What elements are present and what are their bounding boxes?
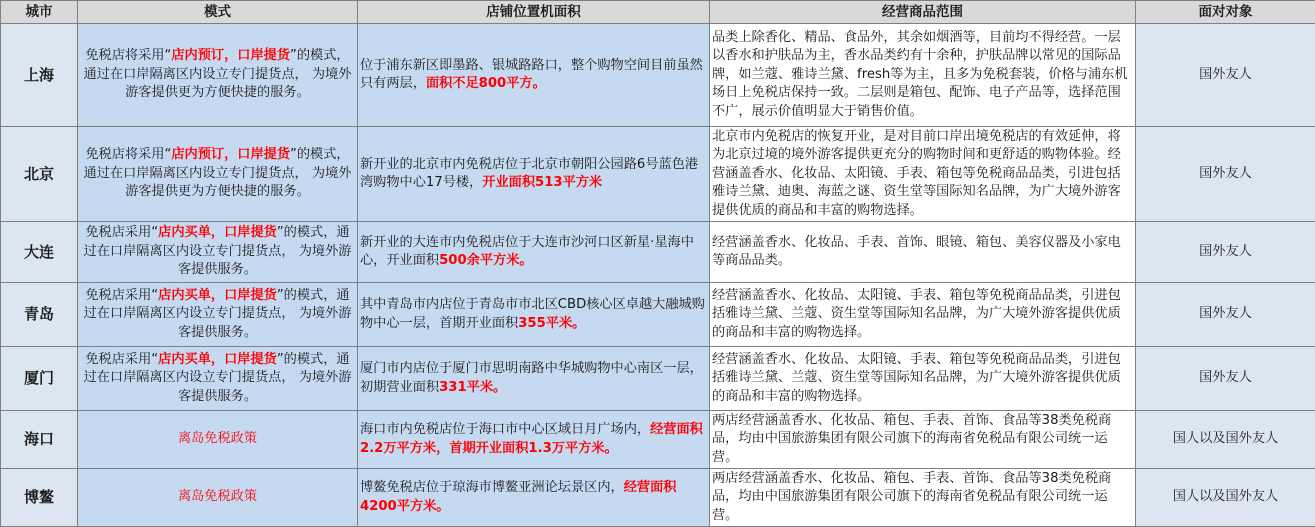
mode-highlight: 店内买单，口岸提货 [158,287,277,303]
store-text: 新开业的北京市内免税店位于北京市朝阳公园路6号蓝色港湾购物中心17号楼， [360,156,699,190]
header-goods: 经营商品范围 [710,1,1136,24]
header-row [1,1,1315,24]
store-text: 博鳌免税店位于琼海市博鳌亚洲论坛景区内， [360,480,624,495]
table-row [1,347,1315,411]
goods-cell: 经营涵盖香水、化妆品、太阳镜、手表、箱包等免税商品品类，引进包括雅诗兰黛、兰蔻、资生堂等国际知名品牌，为广大境外游客提供优质的商品和丰富的购物选择。 [710,347,1136,411]
store-cell [358,347,710,411]
city-cell: 上海 [1,24,78,127]
mode-highlight: 店内预订，口岸提货 [171,48,291,64]
store-cell [358,222,710,283]
mode-text: ”的模式，通过在口岸隔离区内设立专门提货点， 为境外游客提供更为方便快捷的服务。 [83,147,352,200]
goods-cell: 北京市内免税店的恢复开业，是对目前口岸出境免税店的有效延伸，将为北京过境的境外游客提供更充分的购物时间和更舒适的购物体验。经营涵盖香水、化妆品、太阳镜、手表、箱包等免税商品品类，引进包括雅诗兰黛、迪奥、海蓝之谜、资生堂等国际知名品牌，为广大境外游客提供优质的商品和丰富的购物选择。 [710,127,1136,222]
store-cell [358,127,710,222]
mode-text: 免税店采用“ [85,351,159,367]
mode-text: ”的模式，通过在口岸隔离区内设立专门提货点， 为境外游客提供服务。 [83,287,352,340]
mode-text: ”的模式，通过在口岸隔离区内设立专门提货点， 为境外游客提供更为方便快捷的服务。 [83,48,352,101]
mode-cell [78,347,358,411]
store-text: 厦门市内店位于厦门市思明南路中华城购物中心南区一层，初期营业面积 [360,361,703,395]
store-cell [358,24,710,127]
store-area-highlight: 331平米。 [439,379,507,395]
mode-highlight: 店内买单，口岸提货 [158,225,277,241]
city-cell: 青岛 [1,283,78,347]
header-city: 城市 [1,1,78,24]
table-row [1,127,1315,222]
header-target: 面对对象 [1136,1,1315,24]
store-text: 新开业的大连市内免税店位于大连市沙河口区新星·星海中心，开业面积 [360,234,694,268]
table-row [1,411,1315,469]
store-area-highlight: 500余平方米。 [439,253,533,268]
table-row [1,469,1315,527]
city-cell: 海口 [1,411,78,469]
mode-cell [78,283,358,347]
target-cell: 国外友人 [1136,127,1315,222]
goods-cell: 品类上除香化、精品、食品外，其余如烟酒等，目前均不得经营。一层以香水和护肤品为主，香水品类约有十余种，护肤品牌以常见的国际品牌，如兰蔻、雅诗兰黛、fresh等为主，且多为免税套装，价格与浦东机场日上免税店保持一致。二层则是箱包、配饰、电子产品等，选择范围不广，展示价值明显大于销售价值。 [710,24,1136,127]
mode-text: 免税店采用“ [85,225,159,241]
mode-highlight: 离岛免税政策 [177,431,258,447]
goods-cell: 经营涵盖香水、化妆品、太阳镜、手表、箱包等免税商品品类，引进包括雅诗兰黛、兰蔻、资生堂等国际知名品牌，为广大境外游客提供优质的商品和丰富的购物选择。 [710,283,1136,347]
table-row [1,24,1315,127]
mode-cell [78,411,358,469]
store-cell [358,411,710,469]
store-area-highlight: 经营面积4200平方米。 [360,480,677,514]
store-cell [358,283,710,347]
goods-cell: 两店经营涵盖香水、化妆品、箱包、手表、首饰、食品等38类免税商品，均由中国旅游集团有限公司旗下的海南省免税品有限公司统一运营。 [710,469,1136,527]
mode-text: 免税店采用“ [85,287,159,303]
mode-text: ”的模式，通过在口岸隔离区内设立专门提货点， 为境外游客提供服务。 [83,351,352,404]
goods-cell: 经营涵盖香水、化妆品、手表、首饰、眼镜、箱包、美容仪器及小家电等商品品类。 [710,222,1136,283]
target-cell: 国人以及国外友人 [1136,411,1315,469]
store-area-highlight: 经营面积2.2万平方米，首期开业面积1.3万平方米。 [360,422,703,456]
mode-text: 免税店将采用“ [85,48,172,64]
store-cell [358,469,710,527]
header-mode: 模式 [78,1,358,24]
mode-highlight: 离岛免税政策 [177,489,258,505]
city-cell: 北京 [1,127,78,222]
store-text: 其中青岛市内店位于青岛市市北区CBD核心区卓越大融城购物中心一层，首期开业面积 [360,297,705,331]
header-store: 店铺位置机面积 [358,1,710,24]
mode-text: ”的模式，通过在口岸隔离区内设立专门提货点， 为境外游客提供服务。 [83,225,352,278]
store-area-highlight: 355平米。 [518,315,586,331]
store-area-highlight: 面积不足800平方。 [425,76,546,91]
target-cell: 国外友人 [1136,222,1315,283]
store-text: 位于浦东新区即墨路、银城路路口，整个购物空间目前虽然只有两层， [360,57,703,91]
table-row [1,283,1315,347]
table-row [1,222,1315,283]
mode-cell [78,24,358,127]
mode-cell [78,127,358,222]
target-cell: 国外友人 [1136,347,1315,411]
mode-text: 免税店将采用“ [85,147,172,163]
target-cell: 国外友人 [1136,24,1315,127]
mode-highlight: 店内预订，口岸提货 [171,147,291,163]
mode-cell [78,222,358,283]
mode-highlight: 店内买单，口岸提货 [158,351,277,367]
city-cell: 大连 [1,222,78,283]
target-cell: 国外友人 [1136,283,1315,347]
city-cell: 博鳌 [1,469,78,527]
mode-cell [78,469,358,527]
store-text: 海口市内免税店位于海口市中心区域日月广场内， [360,422,651,437]
goods-cell: 两店经营涵盖香水、化妆品、箱包、手表、首饰、食品等38类免税商品，均由中国旅游集团有限公司旗下的海南省免税品有限公司统一运营。 [710,411,1136,469]
store-area-highlight: 开业面积513平方米 [482,175,603,190]
city-cell: 厦门 [1,347,78,411]
target-cell: 国人以及国外友人 [1136,469,1315,527]
